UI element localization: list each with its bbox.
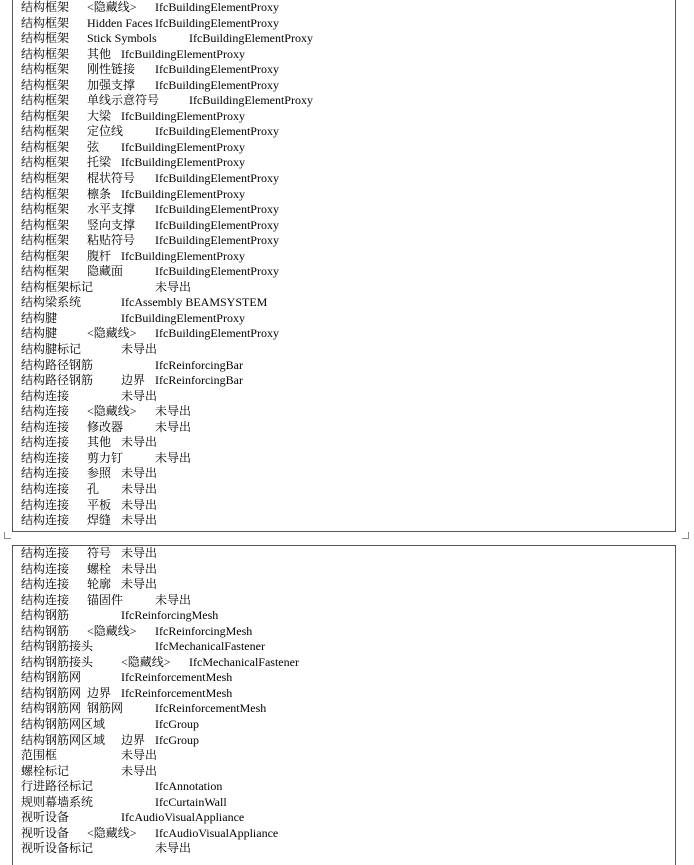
subcategory-cell: <隐藏线>	[87, 825, 137, 840]
category-cell: 结构连接	[21, 466, 70, 481]
subcategory-cell: 隐藏面	[87, 264, 124, 279]
category-cell: 结构框架	[21, 15, 70, 30]
subcategory-cell: 轮廓	[87, 577, 112, 592]
category-cell: 螺栓标记	[21, 763, 70, 778]
ifc-class-cell: IfcBuildingElementProxy	[155, 326, 279, 341]
ifc-class-cell: 未导出	[155, 592, 192, 607]
ifc-class-cell: 未导出	[121, 481, 158, 496]
subcategory-cell: 螺栓	[87, 561, 112, 576]
ifc-class-cell: IfcBuildingElementProxy	[121, 310, 245, 325]
subcategory-cell: Stick Symbols	[87, 31, 157, 46]
category-cell: 结构框架	[21, 0, 70, 14]
ifc-class-cell: IfcBuildingElementProxy	[155, 62, 279, 77]
ifc-class-cell: IfcAudioVisualAppliance	[155, 825, 279, 840]
category-cell: 结构钢筋	[21, 623, 70, 638]
subcategory-cell: 修改器	[87, 419, 124, 434]
ifc-class-cell: IfcAudioVisualAppliance	[121, 810, 245, 825]
ifc-class-cell: IfcBuildingElementProxy	[155, 15, 279, 30]
ifc-class-cell: IfcBuildingElementProxy	[121, 139, 245, 154]
ifc-class-cell: 未导出	[121, 466, 158, 481]
ifc-class-cell: IfcBuildingElementProxy	[155, 77, 279, 92]
subcategory-cell: <隐藏线>	[87, 326, 137, 341]
ifc-class-cell: IfcReinforcingBar	[155, 357, 243, 372]
category-cell: 结构腱标记	[21, 342, 82, 357]
category-cell: 结构梁系统	[21, 295, 82, 310]
ifc-class-cell: 未导出	[121, 577, 158, 592]
ifc-class-cell: 未导出	[155, 279, 192, 294]
category-cell: 结构框架	[21, 31, 70, 46]
document-page-2	[12, 545, 676, 865]
ifc-class-cell: IfcAssembly BEAMSYSTEM	[121, 295, 268, 310]
subcategory-cell: 单线示意符号	[87, 93, 160, 108]
category-cell: 视听设备	[21, 810, 70, 825]
ifc-class-cell: IfcBuildingElementProxy	[155, 171, 279, 186]
category-cell: 行进路径标记	[21, 779, 94, 794]
page-gap	[0, 532, 694, 545]
ifc-class-cell: 未导出	[155, 404, 192, 419]
category-cell: 结构钢筋网	[21, 685, 82, 700]
category-cell: 结构连接	[21, 513, 70, 528]
subcategory-cell: 剪力钉	[87, 450, 124, 465]
category-cell: 结构路径钢筋	[21, 357, 94, 372]
document-page-1	[12, 0, 676, 532]
category-cell: 结构框架	[21, 155, 70, 170]
ifc-class-cell: IfcBuildingElementProxy	[155, 124, 279, 139]
subcategory-cell: 定位线	[87, 124, 124, 139]
ifc-class-cell: IfcAnnotation	[155, 779, 223, 794]
category-cell: 结构框架	[21, 77, 70, 92]
category-cell: 结构框架标记	[21, 279, 94, 294]
category-cell: 结构框架	[21, 108, 70, 123]
crop-mark	[682, 532, 689, 539]
ifc-class-cell: IfcBuildingElementProxy	[121, 108, 245, 123]
category-cell: 结构框架	[21, 202, 70, 217]
category-cell: 结构框架	[21, 186, 70, 201]
category-cell: 结构钢筋	[21, 608, 70, 623]
category-cell: 结构路径钢筋	[21, 373, 94, 388]
subcategory-cell: <隐藏线>	[87, 404, 137, 419]
crop-mark	[4, 532, 11, 539]
category-cell: 结构框架	[21, 62, 70, 77]
category-cell: 结构框架	[21, 217, 70, 232]
ifc-class-cell: IfcGroup	[155, 717, 199, 732]
subcategory-cell: <隐藏线>	[121, 654, 171, 669]
ifc-class-cell: 未导出	[121, 388, 158, 403]
subcategory-cell: 焊缝	[87, 513, 112, 528]
ifc-class-cell: IfcBuildingElementProxy	[189, 93, 313, 108]
category-cell: 结构钢筋接头	[21, 639, 94, 654]
subcategory-cell: 腹杆	[87, 248, 112, 263]
ifc-class-cell: IfcMechanicalFastener	[189, 654, 299, 669]
ifc-class-cell: 未导出	[121, 513, 158, 528]
category-cell: 结构钢筋网区域	[21, 732, 106, 747]
category-cell: 视听设备	[21, 825, 70, 840]
ifc-class-cell: 未导出	[121, 546, 158, 560]
ifc-class-cell: IfcReinforcementMesh	[121, 685, 233, 700]
subcategory-cell: 其他	[87, 435, 112, 450]
ifc-class-cell: IfcReinforcementMesh	[121, 670, 233, 685]
subcategory-cell: 大梁	[87, 108, 112, 123]
ifc-class-cell: 未导出	[121, 435, 158, 450]
ifc-class-cell: 未导出	[155, 419, 192, 434]
category-cell: 结构框架	[21, 264, 70, 279]
subcategory-cell: 托梁	[87, 155, 112, 170]
subcategory-cell: 参照	[87, 466, 112, 481]
category-cell: 结构腱	[21, 326, 58, 341]
subcategory-cell: 边界	[121, 373, 146, 388]
ifc-class-cell: IfcBuildingElementProxy	[155, 217, 279, 232]
subcategory-cell: Hidden Faces	[87, 15, 153, 30]
ifc-class-cell: 未导出	[155, 450, 192, 465]
ifc-class-cell: 未导出	[121, 561, 158, 576]
ifc-class-cell: IfcBuildingElementProxy	[121, 155, 245, 170]
category-cell: 结构腱	[21, 310, 58, 325]
category-cell: 结构框架	[21, 248, 70, 263]
subcategory-cell: 平板	[87, 497, 112, 512]
category-cell: 结构钢筋网区域	[21, 717, 106, 732]
ifc-class-cell: IfcBuildingElementProxy	[121, 46, 245, 61]
ifc-class-cell: IfcReinforcingBar	[155, 373, 243, 388]
category-cell: 范围框	[21, 748, 58, 763]
ifc-class-cell: IfcBuildingElementProxy	[155, 264, 279, 279]
subcategory-cell: 其他	[87, 46, 112, 61]
category-cell: 视听设备标记	[21, 841, 94, 856]
category-cell: 结构钢筋接头	[21, 654, 94, 669]
ifc-class-cell: IfcGroup	[155, 732, 199, 747]
ifc-class-cell: IfcReinforcingMesh	[155, 623, 253, 638]
ifc-class-cell: IfcBuildingElementProxy	[189, 31, 313, 46]
ifc-class-cell: IfcBuildingElementProxy	[155, 0, 279, 14]
category-cell: 结构连接	[21, 388, 70, 403]
subcategory-cell: 刚性链接	[87, 62, 136, 77]
subcategory-cell: 边界	[121, 732, 146, 747]
category-cell: 结构连接	[21, 419, 70, 434]
subcategory-cell: 粘贴符号	[87, 233, 136, 248]
subcategory-cell: 钢筋网	[87, 701, 124, 716]
subcategory-cell: 加强支撑	[87, 77, 136, 92]
category-cell: 结构连接	[21, 404, 70, 419]
subcategory-cell: 锚固件	[87, 592, 124, 607]
category-cell: 结构框架	[21, 124, 70, 139]
ifc-class-cell: IfcBuildingElementProxy	[155, 202, 279, 217]
ifc-class-cell: IfcBuildingElementProxy	[121, 248, 245, 263]
ifc-class-cell: IfcReinforcementMesh	[155, 701, 267, 716]
ifc-class-cell: IfcReinforcingMesh	[121, 608, 219, 623]
category-cell: 结构连接	[21, 450, 70, 465]
category-cell: 结构钢筋网	[21, 701, 82, 716]
category-cell: 结构框架	[21, 171, 70, 186]
subcategory-cell: 檩条	[87, 186, 112, 201]
category-cell: 结构连接	[21, 481, 70, 496]
ifc-class-cell: 未导出	[121, 497, 158, 512]
subcategory-cell: 符号	[87, 546, 112, 560]
category-cell: 结构连接	[21, 435, 70, 450]
subcategory-cell: 弦	[87, 139, 100, 154]
category-cell: 结构框架	[21, 46, 70, 61]
ifc-class-cell: 未导出	[121, 748, 158, 763]
ifc-class-cell: IfcBuildingElementProxy	[155, 233, 279, 248]
category-cell: 结构连接	[21, 577, 70, 592]
subcategory-cell: 竖向支撑	[87, 217, 136, 232]
category-cell: 结构连接	[21, 561, 70, 576]
subcategory-cell: 孔	[87, 481, 100, 496]
category-cell: 结构连接	[21, 546, 70, 560]
ifc-class-cell: IfcMechanicalFastener	[155, 639, 265, 654]
category-cell: 规则幕墙系统	[21, 794, 94, 809]
subcategory-cell: 边界	[87, 685, 112, 700]
category-cell: 结构连接	[21, 497, 70, 512]
category-cell: 结构钢筋网	[21, 670, 82, 685]
ifc-class-cell: 未导出	[121, 763, 158, 778]
ifc-class-cell: 未导出	[121, 342, 158, 357]
subcategory-cell: 水平支撑	[87, 202, 136, 217]
ifc-class-cell: IfcBuildingElementProxy	[121, 186, 245, 201]
category-cell: 结构框架	[21, 233, 70, 248]
ifc-class-cell: 未导出	[155, 841, 192, 856]
ifc-class-cell: IfcCurtainWall	[155, 794, 227, 809]
subcategory-cell: <隐藏线>	[87, 623, 137, 638]
category-cell: 结构框架	[21, 139, 70, 154]
category-cell: 结构框架	[21, 93, 70, 108]
subcategory-cell: 棍状符号	[87, 171, 136, 186]
category-cell: 结构连接	[21, 592, 70, 607]
subcategory-cell: <隐藏线>	[87, 0, 137, 14]
